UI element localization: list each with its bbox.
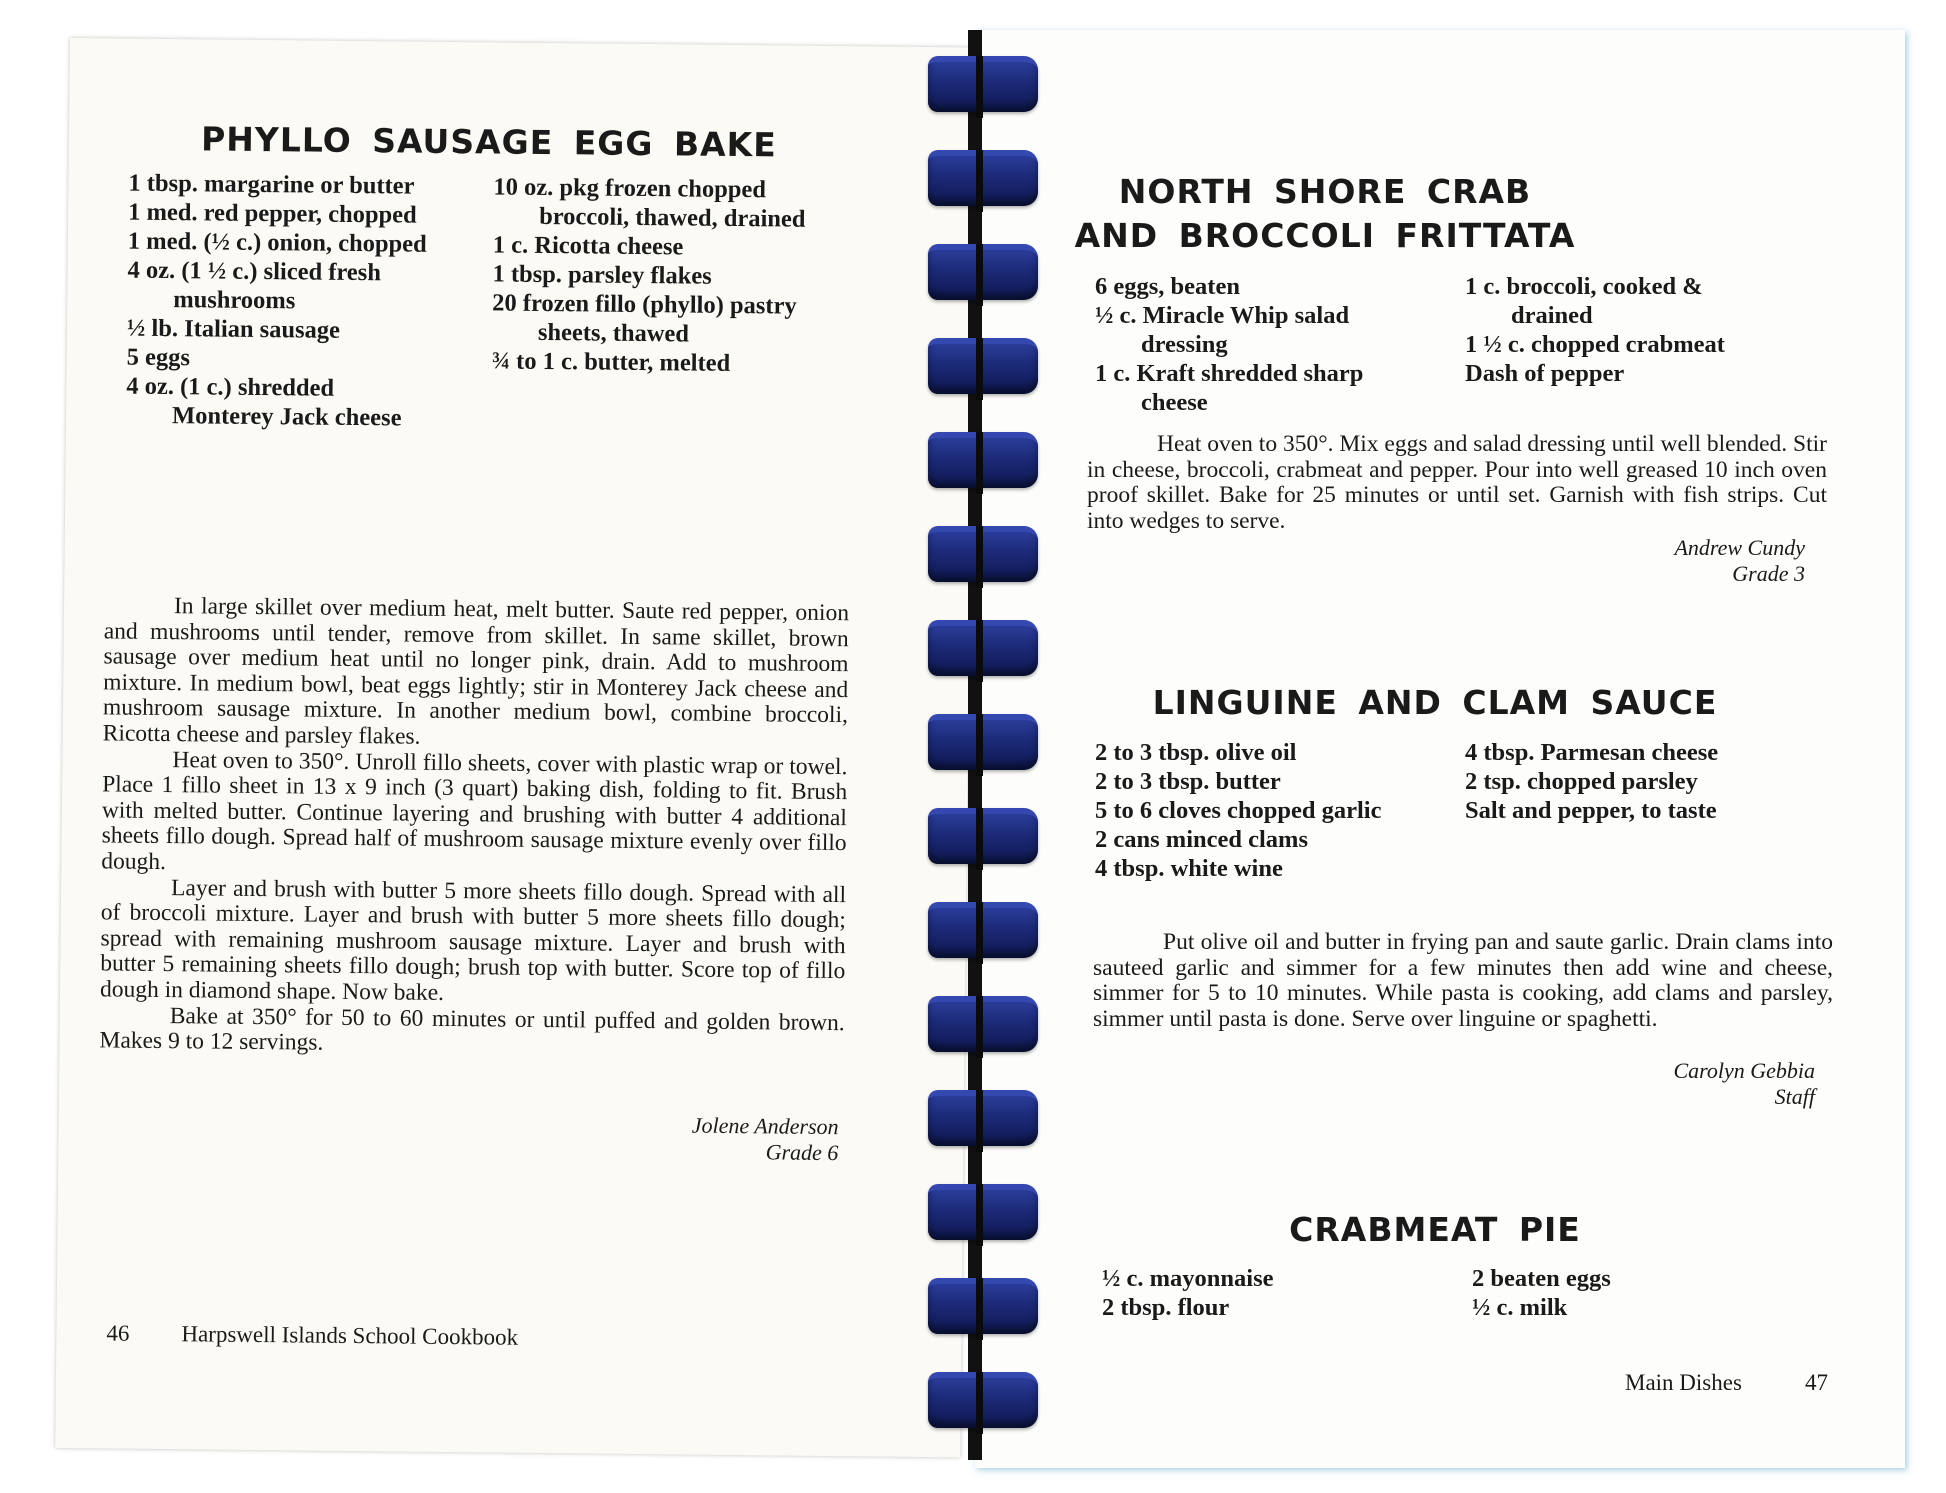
ingredient: 1 c. Kraft shredded sharp cheese: [1095, 360, 1364, 416]
recipe-title: NORTH SHORE CRAB: [1118, 172, 1532, 211]
credit-name: Jolene Anderson: [691, 1112, 839, 1140]
binding-ring: [928, 1090, 1038, 1146]
recipe-credit: [1505, 535, 1805, 587]
ingredients-column-2: [1465, 272, 1775, 417]
ingredient: ½ c. milk: [1472, 1294, 1568, 1321]
directions-paragraph: Bake at 350° for 50 to 60 minutes or until puffed and golden brown. Makes 9 to 12 servings.: [99, 1002, 845, 1056]
recipe-directions: [99, 593, 849, 1061]
binding-ring: [928, 808, 1038, 864]
binding-ring: [928, 244, 1038, 300]
ingredient: ½ c. Miracle Whip salad dressing: [1095, 302, 1350, 358]
binding-ring: [928, 1184, 1038, 1240]
binding-ring: [928, 150, 1038, 206]
ingredient: ½ lb. Italian sausage: [126, 314, 341, 344]
ingredient: Dash of pepper: [1465, 360, 1625, 387]
ingredients-column-2: [491, 172, 806, 436]
recipe-directions: [1093, 930, 1833, 1032]
ingredients: [1095, 272, 1775, 417]
binding-ring: [928, 714, 1038, 770]
ingredients-column-2: [1472, 1264, 1772, 1322]
page-number: 46: [106, 1320, 130, 1346]
ingredient: 1 med. red pepper, chopped: [128, 198, 417, 229]
ingredient: 4 tbsp. white wine: [1095, 855, 1283, 882]
ingredient: Salt and pepper, to taste: [1465, 797, 1717, 824]
ingredient: 1 c. Ricotta cheese: [492, 231, 684, 261]
left-page: [55, 38, 975, 1457]
footer-title: Harpswell Islands School Cookbook: [181, 1321, 519, 1350]
credit-role: Grade 6: [765, 1139, 839, 1166]
directions-paragraph: Heat oven to 350°. Mix eggs and salad dressing until well blended. Stir in cheese, broccoli, crabmeat and pepper. Pour into well greased 10 inch oven proof skillet. Bake for 25 minutes or until set. Garnish with fish strips. Cut into wedges to serve.: [1087, 431, 1827, 534]
ingredient: 1 c. broccoli, cooked & drained: [1465, 273, 1703, 329]
directions-paragraph: Heat oven to 350°. Unroll fillo sheets, cover with plastic wrap or towel. Place 1 fillo sheet in 13 x 9 inch (3 quart) baking dish, folding to fit. Brush with melted butter. Continue layering and brushing with butter 4 additional sheets fillo dough. Spread half of mushroom sausage mixture evenly over fillo dough.: [101, 746, 848, 875]
directions-paragraph: Layer and brush with butter 5 more sheets fillo dough. Spread with all of broccoli mixture. Layer and brush with butter 5 more sheets fillo dough; spread with remaining mushroom sausage mixture. Layer and brush with butter 5 remaining sheets fillo dough; brush top with butter. Score top of fillo dough in diamond shape. Now bake.: [99, 874, 847, 1006]
recipe-title-line2: AND BROCCOLI FRITTATA: [1074, 216, 1576, 255]
ingredient: 1 tbsp. parsley flakes: [492, 260, 712, 290]
ingredient: 2 tsp. chopped parsley: [1465, 768, 1698, 795]
recipe-title: LINGUINE AND CLAM SAUCE: [1152, 683, 1718, 722]
ingredients-column-1: [126, 169, 494, 434]
recipe-credit: [538, 1111, 839, 1166]
ingredient: 10 oz. pkg frozen chopped broccoli, thawed, drained: [493, 173, 806, 233]
binding-ring: [928, 996, 1038, 1052]
ingredient: 6 eggs, beaten: [1095, 273, 1240, 300]
ingredients: [126, 169, 806, 437]
ingredient: 2 beaten eggs: [1472, 1265, 1611, 1292]
ingredient: 5 eggs: [126, 343, 191, 372]
recipe-title: CRABMEAT PIE: [1289, 1210, 1581, 1249]
right-page: [975, 30, 1905, 1468]
page-number: 47: [1805, 1370, 1828, 1395]
credit-name: Andrew Cundy: [1674, 535, 1805, 560]
binding-ring: [928, 1278, 1038, 1334]
binding-ring: [928, 338, 1038, 394]
binding-ring: [928, 902, 1038, 958]
ingredient: ½ c. mayonnaise: [1102, 1265, 1274, 1292]
ingredients-column-1: [1095, 738, 1465, 883]
ingredient: 4 oz. (1 ½ c.) sliced fresh mushrooms: [127, 256, 382, 315]
ingredient: 2 to 3 tbsp. butter: [1095, 768, 1281, 795]
ingredients-column-1: [1095, 272, 1465, 417]
ingredients-column-1: [1102, 1264, 1472, 1322]
ingredient: ¾ to 1 c. butter, melted: [491, 347, 731, 377]
directions-paragraph: In large skillet over medium heat, melt butter. Saute red pepper, onion and mushrooms until tender, remove from skillet. In same skillet, brown sausage over medium heat until no longer pink, drain. Add to mushroom mixture. In medium bowl, beat eggs lightly; stir in Monterey Jack cheese and mushroom sausage mixture. In another medium bowl, combine broccoli, Ricotta cheese and parsley flakes.: [102, 593, 850, 750]
binding-ring: [928, 526, 1038, 582]
ingredient: 1 med. (½ c.) onion, chopped: [127, 227, 427, 258]
ingredients-column-2: [1465, 738, 1785, 883]
credit-role: Grade 3: [1732, 561, 1805, 586]
directions-paragraph: Put olive oil and butter in frying pan and saute garlic. Drain clams into sauteed garlic and simmer for a few minutes then add wine and cheese, simmer for 5 to 10 minutes. While pasta is cooking, add clams and parsley, simmer until pasta is done. Serve over linguine or spaghetti.: [1093, 929, 1833, 1032]
ingredient: 2 to 3 tbsp. olive oil: [1095, 739, 1297, 766]
recipe-title: PHYLLO SAUSAGE EGG BAKE: [200, 119, 777, 165]
ingredient: 1 tbsp. margarine or butter: [128, 169, 415, 200]
ingredient: 2 tbsp. flour: [1102, 1294, 1230, 1321]
ingredient: 1 ½ c. chopped crabmeat: [1465, 331, 1725, 358]
recipe-directions: [1087, 432, 1827, 534]
footer-section: Main Dishes: [1625, 1370, 1742, 1395]
ingredient: 4 tbsp. Parmesan cheese: [1465, 739, 1719, 766]
credit-name: Carolyn Gebbia: [1673, 1058, 1815, 1083]
ingredient: 4 oz. (1 c.) shredded Monterey Jack cheese: [126, 372, 402, 432]
credit-role: Staff: [1774, 1084, 1815, 1109]
ingredient: 20 frozen fillo (phyllo) pastry sheets, thawed: [492, 289, 797, 348]
binding-ring: [928, 1372, 1038, 1428]
binding-ring: [928, 432, 1038, 488]
ingredient: 2 cans minced clams: [1095, 826, 1308, 853]
recipe-credit: [1515, 1058, 1815, 1110]
ingredients: [1102, 1264, 1772, 1322]
binding-ring: [928, 620, 1038, 676]
ingredient: 5 to 6 cloves chopped garlic: [1095, 797, 1382, 824]
binding-ring: [928, 56, 1038, 112]
ingredients: [1095, 738, 1785, 883]
